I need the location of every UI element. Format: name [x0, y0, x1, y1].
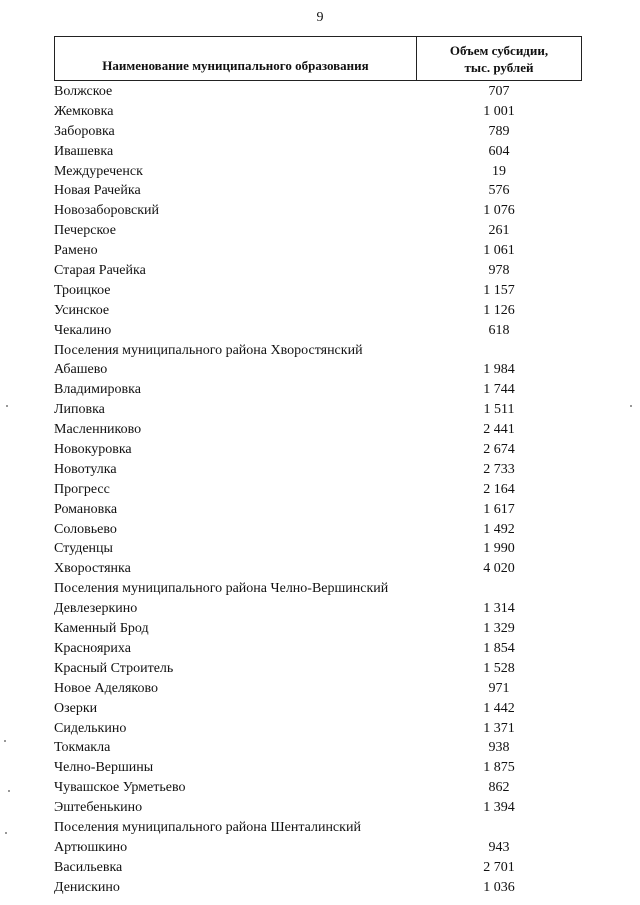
- group-heading: Поселения муниципального района Шенталинский: [54, 819, 361, 835]
- table-row: [54, 82, 582, 102]
- municipality-name: Хворостянка: [54, 561, 131, 577]
- municipality-name: Масленниково: [54, 422, 142, 438]
- subsidy-value: 2 701: [483, 859, 515, 875]
- municipality-name: Артюшкино: [54, 839, 128, 855]
- subsidy-value: 576: [488, 183, 510, 199]
- group-heading-row: [54, 579, 582, 599]
- municipality-name: Печерское: [54, 223, 116, 239]
- subsidy-value: 978: [488, 263, 510, 279]
- subsidy-value: 1 036: [483, 879, 515, 895]
- scan-speck: [630, 405, 632, 407]
- subsidy-value: 1 061: [483, 243, 515, 259]
- table-row: [54, 122, 582, 142]
- subsidy-value: 1 875: [483, 760, 515, 776]
- subsidy-table: [54, 36, 582, 898]
- municipality-name: Девлезеркино: [54, 601, 138, 617]
- municipality-name: Чувашское Урметьево: [54, 780, 186, 796]
- municipality-name: Жемковка: [54, 103, 114, 119]
- subsidy-value: 1 371: [483, 720, 515, 736]
- subsidy-value: 1 492: [483, 521, 515, 537]
- municipality-name: Романовка: [54, 501, 118, 517]
- scan-speck: [8, 790, 10, 792]
- table-row: [54, 798, 582, 818]
- scan-speck: [6, 405, 8, 407]
- group-heading-row: [54, 818, 582, 838]
- table-row: [54, 639, 582, 659]
- municipality-name: Новокуровка: [54, 442, 132, 458]
- table-row: [54, 659, 582, 679]
- municipality-name: Челно-Вершины: [54, 760, 154, 776]
- page-number: 9: [316, 10, 324, 25]
- subsidy-value: 1 744: [483, 382, 515, 398]
- table-row: [54, 102, 582, 122]
- table-row: [54, 559, 582, 579]
- municipality-name: Краснояриха: [54, 640, 131, 656]
- table-row: [54, 261, 582, 281]
- subsidy-value: 943: [488, 839, 510, 855]
- municipality-name: Эштебенькино: [54, 800, 143, 816]
- subsidy-value: 1 001: [483, 103, 515, 119]
- table-row: [54, 599, 582, 619]
- subsidy-value: 2 674: [483, 442, 515, 458]
- group-heading: Поселения муниципального района Челно-Вершинский: [54, 581, 389, 597]
- table-row: [54, 520, 582, 540]
- table-row: [54, 878, 582, 898]
- table-row: [54, 281, 582, 301]
- municipality-name: Чекалино: [54, 322, 112, 338]
- subsidy-value: 1 076: [483, 203, 515, 219]
- municipality-name: Абашево: [54, 362, 108, 378]
- table-row: [54, 201, 582, 221]
- subsidy-value: 1 990: [483, 541, 515, 557]
- table-header: [54, 36, 582, 81]
- subsidy-value: 1 442: [483, 700, 515, 716]
- subsidy-value: 1 329: [483, 621, 515, 637]
- subsidy-value: 1 617: [483, 501, 515, 517]
- subsidy-value: 4 020: [483, 561, 515, 577]
- table-row: [54, 420, 582, 440]
- group-heading: Поселения муниципального района Хворостянский: [54, 342, 363, 358]
- subsidy-value: 1 314: [483, 601, 515, 617]
- table-row: [54, 778, 582, 798]
- table-row: [54, 758, 582, 778]
- subsidy-value: 1 854: [483, 640, 515, 656]
- municipality-name: Троицкое: [54, 282, 111, 298]
- header-value-line2: тыс. рублей: [464, 59, 534, 75]
- municipality-name: Липовка: [54, 402, 105, 418]
- municipality-name: Старая Рачейка: [54, 263, 146, 279]
- subsidy-value: 19: [492, 163, 506, 179]
- table-row: [54, 619, 582, 639]
- municipality-name: Владимировка: [54, 382, 141, 398]
- table-row: [54, 241, 582, 261]
- subsidy-value: 1 528: [483, 660, 515, 676]
- scan-speck: [4, 740, 6, 742]
- scan-speck: [5, 832, 7, 834]
- table-row: [54, 838, 582, 858]
- table-row: [54, 679, 582, 699]
- table-row: [54, 221, 582, 241]
- municipality-name: Озерки: [54, 700, 98, 716]
- subsidy-value: 971: [488, 680, 510, 696]
- table-row: [54, 321, 582, 341]
- municipality-name: Соловьево: [54, 521, 117, 537]
- table-row: [54, 539, 582, 559]
- subsidy-value: 938: [488, 740, 510, 756]
- table-row: [54, 719, 582, 739]
- table-row: [54, 360, 582, 380]
- subsidy-value: 1 394: [483, 800, 515, 816]
- table-row: [54, 858, 582, 878]
- subsidy-value: 2 733: [483, 461, 515, 477]
- municipality-name: Денискино: [54, 879, 120, 895]
- municipality-name: Красный Строитель: [54, 660, 174, 676]
- municipality-name: Рамено: [54, 243, 98, 259]
- municipality-name: Усинское: [54, 302, 110, 318]
- municipality-name: Васильевка: [54, 859, 123, 875]
- municipality-name: Прогресс: [54, 481, 110, 497]
- subsidy-value: 2 164: [483, 481, 515, 497]
- subsidy-value: 862: [488, 780, 510, 796]
- municipality-name: Волжское: [54, 84, 113, 99]
- table-row: [54, 738, 582, 758]
- table-row: [54, 440, 582, 460]
- municipality-name: Сиделькино: [54, 720, 127, 736]
- table-row: [54, 181, 582, 201]
- subsidy-value: 2 441: [483, 422, 515, 438]
- subsidy-value: 1 157: [483, 282, 515, 298]
- table-row: [54, 460, 582, 480]
- municipality-name: Токмакла: [54, 740, 111, 756]
- municipality-name: Заборовка: [54, 123, 115, 139]
- subsidy-value: 604: [488, 143, 510, 159]
- header-name-cell: Наименование муниципального образования: [55, 37, 417, 80]
- municipality-name: Новое Аделяково: [54, 680, 158, 696]
- table-row: [54, 480, 582, 500]
- municipality-name: Новая Рачейка: [54, 183, 141, 199]
- municipality-name: Новозаборовский: [54, 203, 160, 219]
- table-body: [54, 82, 582, 898]
- municipality-name: Ивашевка: [54, 143, 114, 159]
- subsidy-value: 1 511: [483, 402, 515, 418]
- header-value-cell: [417, 37, 581, 80]
- table-row: [54, 142, 582, 162]
- subsidy-value: 707: [488, 84, 510, 99]
- subsidy-value: 1 984: [483, 362, 515, 378]
- table-row: [54, 699, 582, 719]
- table-row: [54, 500, 582, 520]
- municipality-name: Междуреченск: [54, 163, 143, 179]
- subsidy-value: 1 126: [483, 302, 515, 318]
- table-row: [54, 380, 582, 400]
- table-row: [54, 162, 582, 182]
- subsidy-value: 618: [488, 322, 510, 338]
- subsidy-value: 789: [488, 123, 510, 139]
- table-row: [54, 400, 582, 420]
- header-value-line1: Объем субсидии,: [449, 42, 549, 58]
- group-heading-row: [54, 341, 582, 361]
- municipality-name: Студенцы: [54, 541, 113, 557]
- subsidy-value: 261: [488, 223, 510, 239]
- municipality-name: Каменный Брод: [54, 621, 149, 637]
- municipality-name: Новотулка: [54, 461, 117, 477]
- table-row: [54, 301, 582, 321]
